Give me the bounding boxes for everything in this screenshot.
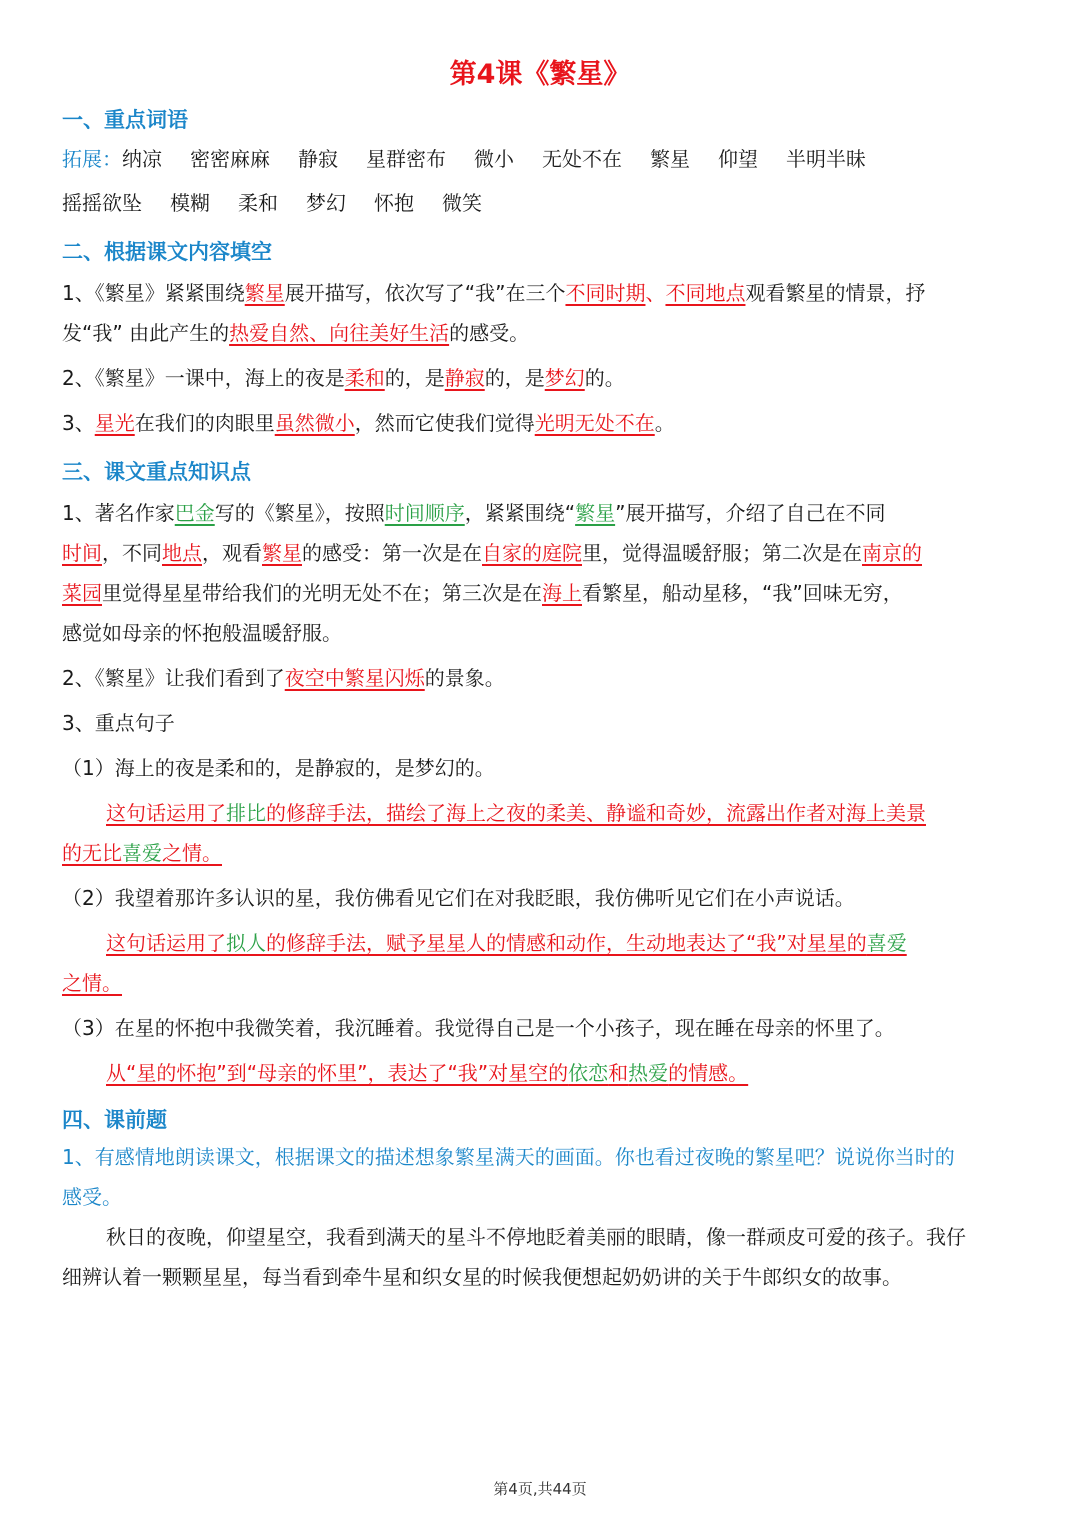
vocab-word: 梦幻 — [306, 191, 346, 215]
text: 的情感。 — [668, 1061, 749, 1085]
fill-question-1-line2 — [62, 321, 529, 345]
answer-blank: 虽然微小 — [274, 411, 355, 435]
keyword: 巴金 — [174, 501, 215, 525]
answer-blank: 热爱自然、向往美好生活 — [229, 321, 450, 345]
keyword: 依恋 — [568, 1061, 609, 1085]
keyword: 时间顺序 — [384, 501, 465, 525]
fill-question-2 — [62, 366, 625, 390]
vocab-word: 柔和 — [238, 191, 278, 215]
text: 之情。 — [162, 841, 222, 865]
key-sentence-3: （3）在星的怀抱中我微笑着，我沉睡着。我觉得自己是一个小孩子，现在睡在母亲的怀里了。 — [62, 1016, 895, 1040]
analysis-3 — [106, 1061, 764, 1085]
answer-blank: 不同地点 — [665, 281, 746, 305]
keyword: 地点 — [162, 541, 202, 565]
knowledge-3: 3、重点句子 — [62, 711, 175, 735]
text: 的感受。 — [449, 321, 530, 345]
text: ”展开描写，介绍了自己在不同 — [615, 501, 886, 525]
vocab-word: 微笑 — [442, 191, 482, 215]
keyword: 海上 — [542, 581, 582, 605]
answer-blank: 静寂 — [444, 366, 485, 390]
page-number: 第4页,共44页 — [493, 1480, 587, 1498]
text: 的。 — [584, 366, 625, 390]
analysis-1-line2 — [62, 841, 242, 865]
text: 1、《繁星》紧紧围绕 — [62, 281, 245, 305]
text: 2、《繁星》让我们看到了 — [62, 666, 285, 690]
keyword: 菜园 — [62, 581, 102, 605]
answer-blank: 星光 — [94, 411, 135, 435]
text: 的，是 — [484, 366, 545, 390]
text: 和 — [608, 1061, 629, 1085]
vocab-word: 摇摇欲坠 — [62, 191, 142, 215]
vocab-row-1 — [62, 147, 866, 171]
text: 之情。 — [62, 971, 122, 995]
text: 写的《繁星》，按照 — [214, 501, 385, 525]
text: 的修辞手法，描绘了海上之夜的柔美、静谧和奇妙，流露出作者对海上美景 — [266, 801, 926, 825]
key-sentence-2: （2）我望着那许多认识的星，我仿佛看见它们在对我眨眼，我仿佛听见它们在小声说话。 — [62, 886, 855, 910]
vocab-word: 仰望 — [718, 147, 758, 171]
lesson-title: 第4课《繁星》 — [449, 59, 631, 90]
sample-answer-line1: 秋日的夜晚，仰望星空，我看到满天的星斗不停地眨着美丽的眼睛，像一群顽皮可爱的孩子。我仔 — [106, 1225, 966, 1249]
text: 从“星的怀抱”到“母亲的怀里”，表达了“我”对星空的 — [106, 1061, 569, 1085]
keyword: 南京的 — [862, 541, 922, 565]
answer-blank: 不同时期 — [565, 281, 646, 305]
text: 看繁星，船动星移，“我”回味无穷， — [582, 581, 903, 605]
vocab-word: 半明半昧 — [786, 147, 866, 171]
text: 在我们的肉眼里 — [134, 411, 275, 435]
answer-blank: 光明无处不在 — [534, 411, 655, 435]
text: 2、《繁星》一课中，海上的夜是 — [62, 366, 345, 390]
key-sentence-1: （1）海上的夜是柔和的，是静寂的，是梦幻的。 — [62, 756, 495, 780]
answer-blank: 柔和 — [344, 366, 385, 390]
vocab-word: 无处不在 — [542, 147, 622, 171]
text: 、 — [645, 281, 666, 305]
sample-answer-line2: 细辨认着一颗颗星星，每当看到牵牛星和织女星的时候我便想起奶奶讲的关于牛郎织女的故事。 — [62, 1265, 902, 1289]
section-heading-2: 二、根据课文内容填空 — [62, 240, 272, 264]
section-heading-4: 四、课前题 — [62, 1108, 167, 1132]
keyword: 夜空中繁星闪烁 — [284, 666, 425, 690]
text: 感觉如母亲的怀抱般温暖舒服。 — [62, 621, 342, 645]
keyword: 时间 — [62, 541, 102, 565]
fill-question-1-line1 — [62, 281, 925, 305]
vocab-word: 星群密布 — [366, 147, 446, 171]
expand-label: 拓展： — [62, 147, 122, 171]
text: 发“我” 由此产生的 — [62, 321, 230, 345]
keyword: 繁星 — [575, 501, 616, 525]
text: 里，觉得温暖舒服；第二次是在 — [582, 541, 862, 565]
answer-blank: 梦幻 — [544, 366, 585, 390]
text: 。 — [654, 411, 675, 435]
preview-question-line2: 感受。 — [62, 1185, 122, 1209]
text: 展开描写，依次写了“我”在三个 — [284, 281, 566, 305]
vocab-word: 繁星 — [650, 147, 690, 171]
text: ，不同 — [102, 541, 162, 565]
knowledge-1-line2 — [62, 541, 922, 565]
section-heading-1: 一、重点词语 — [62, 108, 188, 132]
text: 的景象。 — [424, 666, 505, 690]
vocab-word: 静寂 — [298, 147, 338, 171]
text: ，然而它使我们觉得 — [354, 411, 535, 435]
text: 这句话运用了 — [106, 931, 226, 955]
keyword: 自家的庭院 — [482, 541, 582, 565]
analysis-1-line1 — [106, 801, 926, 825]
analysis-2-line2 — [62, 971, 132, 995]
vocab-word: 密密麻麻 — [190, 147, 270, 171]
section-heading-3: 三、课文重点知识点 — [62, 460, 251, 484]
keyword: 繁星 — [262, 541, 302, 565]
text: 1、著名作家 — [62, 501, 175, 525]
knowledge-1-line3 — [62, 581, 903, 605]
vocab-word: 纳凉 — [122, 147, 162, 171]
keyword: 拟人 — [226, 931, 266, 955]
text: 的无比 — [62, 841, 122, 865]
vocab-word: 微小 — [474, 147, 514, 171]
text: 的修辞手法，赋予星星人的情感和动作，生动地表达了“我”对星星的 — [266, 931, 867, 955]
vocab-word: 模糊 — [170, 191, 210, 215]
text: ，紧紧围绕“ — [464, 501, 576, 525]
knowledge-2 — [62, 666, 505, 690]
text: 里觉得星星带给我们的光明无处不在；第三次是在 — [102, 581, 542, 605]
keyword: 喜爱 — [866, 931, 907, 955]
text: 的，是 — [384, 366, 445, 390]
text: 这句话运用了 — [106, 801, 226, 825]
text: 的感受：第一次是在 — [302, 541, 482, 565]
keyword: 热爱 — [628, 1061, 669, 1085]
keyword: 排比 — [226, 801, 266, 825]
fill-question-3 — [62, 411, 675, 435]
keyword: 喜爱 — [122, 841, 162, 865]
answer-blank: 繁星 — [244, 281, 285, 305]
knowledge-1-line4 — [62, 621, 342, 645]
text: 3、 — [62, 411, 95, 435]
vocab-row-2 — [62, 191, 482, 215]
vocab-word: 怀抱 — [374, 191, 414, 215]
knowledge-1-line1 — [62, 501, 885, 525]
text: 观看繁星的情景，抒 — [745, 281, 926, 305]
text: ，观看 — [202, 541, 262, 565]
preview-question-line1: 1、有感情地朗读课文，根据课文的描述想象繁星满天的画面。你也看过夜晚的繁星吧？说说你当时的 — [62, 1145, 955, 1169]
analysis-2-line1 — [106, 931, 907, 955]
